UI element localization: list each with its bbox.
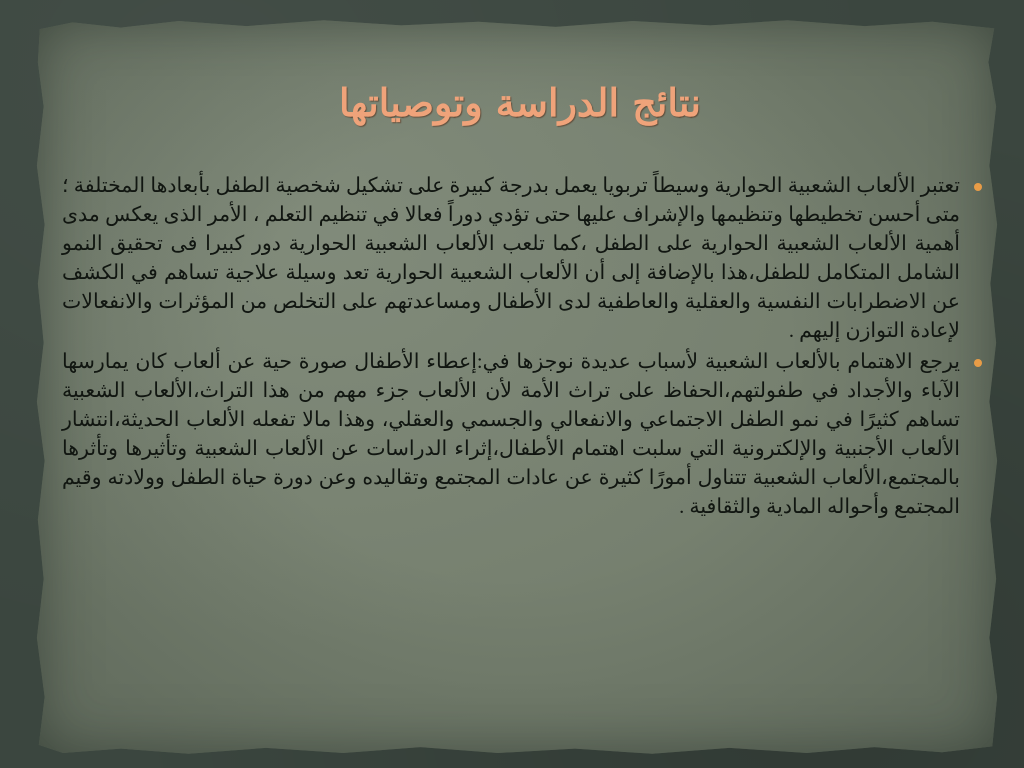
- bullet-dot-icon: [974, 183, 982, 191]
- bullet-item: [62, 172, 960, 346]
- bullet-text: يرجع الاهتمام بالألعاب الشعبية لأسباب عديدة نوجزها في:إعطاء الأطفال صورة حية عن ألعاب كان يمارسها الآباء والأجداد في طفولتهم،الحفاظ على تراث الأمة لأن الألعاب جزء مهم من هذا التراث،الألعاب الشعبية تساهم كثيرًا في نمو الطفل الاجتماعي والانفعالي والجسمي والعقلي، وهذا مالا تفعله الألعاب الحديثة،انتشار الألعاب الأجنبية والإلكترونية التي سلبت اهتمام الأطفال،إثراء الدراسات عن الألعاب الشعبية وتأثيرها وتأثرها بالمجتمع،الألعاب الشعبية تتناول أمورًا كثيرة عن عادات المجتمع وتقاليده وعن دورة حياة الطفل وولادته وقيم المجتمع وأحواله المادية والثقافية .: [62, 351, 960, 518]
- bullet-item: [62, 348, 960, 522]
- bullet-list: [62, 172, 960, 524]
- bullet-dot-icon: [974, 359, 982, 367]
- slide-title: نتائج الدراسة وتوصياتها: [339, 80, 701, 125]
- bullet-text: تعتبر الألعاب الشعبية الحوارية وسيطاً تربويا يعمل بدرجة كبيرة على تشكيل شخصية الطفل بأبعادها المختلفة ؛ متى أحسن تخطيطها وتنظيمها والإشراف عليها حتى تؤدي دوراً فعالا في تنظيم التعلم ، الأمر الذى يعكس مدى أهمية الألعاب الشعبية الحوارية على الطفل ،كما تلعب الألعاب الشعبية الحوارية دور كبيرا فى تحقيق النمو الشامل المتكامل للطفل،هذا بالإضافة إلى أن الألعاب الشعبية الحوارية تعد وسيلة علاجية تساهم في الكشف عن الاضطرابات النفسية والعقلية والعاطفية لدى الأطفال ومساعدتهم على التخلص من المؤثرات والانفعالات لإعادة التوازن إليهم .: [62, 175, 960, 342]
